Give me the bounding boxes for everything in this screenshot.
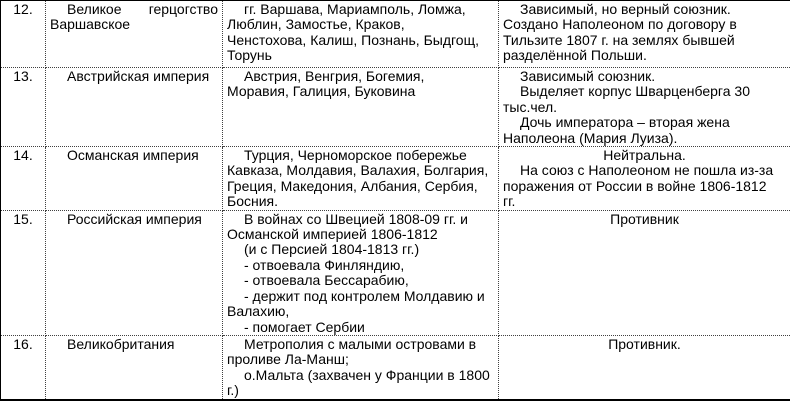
text-line: тыс.чел. — [503, 98, 558, 115]
text-line: - отвоевала Финляндию, — [244, 256, 405, 273]
row-number-cell — [1, 335, 46, 400]
text-line: Зависимый союзник. — [520, 68, 656, 84]
text-line: Нейтральна. — [603, 147, 686, 164]
row-number-cell — [1, 147, 46, 211]
text-line: (и с Персией 1804-1813 гг.) — [244, 241, 420, 258]
text-line: гг. — [503, 193, 516, 210]
text-line: гг. Варшава, Мариамполь, Ломжа, — [244, 1, 466, 17]
text-line: Великобритания — [67, 335, 175, 352]
row-number: 16. — [13, 335, 33, 352]
text-line: Великое герцогство — [67, 1, 218, 17]
row-number-cell — [1, 68, 46, 147]
state-name-cell — [46, 147, 223, 211]
text-line: Османская империя — [67, 147, 199, 164]
text-line: Российская империя — [67, 210, 202, 227]
row-number-cell — [1, 210, 46, 335]
text-line: Босния. — [227, 193, 278, 210]
text-line: Греция, Македония, Албания, Сербия, — [227, 177, 478, 194]
territories-cell — [223, 210, 499, 335]
table-row — [1, 147, 790, 211]
text-line: Австрия, Венгрия, Богемия, — [244, 68, 425, 84]
territories-cell — [223, 335, 499, 400]
status-cell — [499, 335, 790, 400]
text-line: Люблин, Замостье, Краков, — [227, 16, 405, 33]
territories-cell — [223, 147, 499, 211]
text-line: Кавказа, Молдавия, Валахия, Болгария, — [227, 162, 489, 179]
territories-cell — [223, 68, 499, 147]
text-line: Противник — [610, 210, 679, 227]
text-line: - отвоевала Бессарабию, — [244, 272, 409, 289]
state-name-cell — [46, 210, 223, 335]
text-line: Моравия, Галиция, Буковина — [227, 83, 416, 100]
states-table-body — [1, 1, 790, 401]
row-number-cell — [1, 1, 46, 68]
row-number: 14. — [13, 147, 33, 164]
text-line: В войнах со Швецией 1808-09 гг. и — [244, 210, 468, 227]
text-line: Австрийская империя — [67, 68, 210, 84]
table-row — [1, 68, 790, 147]
text-line: проливе Ла-Манш; — [227, 351, 349, 368]
text-line: Противник. — [608, 335, 681, 352]
text-line: Османской империей 1806-1812 — [227, 226, 438, 243]
text-line: разделённой Польши. — [503, 47, 647, 64]
table-row — [1, 1, 790, 68]
status-cell — [499, 210, 790, 335]
text-line: Зависимый, но верный союзник. — [520, 1, 731, 17]
table-row — [1, 210, 790, 335]
status-cell — [499, 147, 790, 211]
status-cell — [499, 68, 790, 147]
text-line: Выделяет корпус Шварценберга 30 — [520, 83, 750, 100]
text-line: о.Мальта (захвачен у Франции в 1800 — [244, 366, 490, 383]
text-line: Торунь — [227, 47, 272, 64]
state-name-cell — [46, 68, 223, 147]
text-line: Дочь императора – вторая жена — [520, 114, 730, 131]
text-line: поражения от России в войне 1806-1812 — [503, 177, 767, 194]
text-line: Метрополия с малыми островами в — [244, 335, 477, 352]
text-line: Ченстохова, Калиш, Познань, Быдгощ, — [227, 31, 479, 48]
text-line: Тильзите 1807 г. на землях бывшей — [503, 31, 735, 48]
row-number: 12. — [13, 1, 33, 17]
text-line: На союз с Наполеоном не пошла из-за — [520, 162, 774, 179]
text-line: Турция, Черноморское побережье — [244, 147, 467, 164]
state-name-cell — [46, 335, 223, 400]
territories-cell — [223, 1, 499, 68]
text-line: Валахию, — [227, 303, 290, 320]
text-line: - держит под контролем Молдавию и — [244, 287, 485, 304]
table-row — [1, 335, 790, 400]
text-line: г.) — [227, 382, 239, 399]
status-cell — [499, 1, 790, 68]
text-line: - помогает Сербии — [244, 318, 365, 335]
text-line: Варшавское — [50, 16, 131, 33]
state-name-cell — [46, 1, 223, 68]
row-number: 13. — [13, 68, 33, 84]
row-number: 15. — [13, 210, 33, 227]
text-line: Наполеона (Мария Луиза). — [503, 129, 678, 146]
text-line: Создано Наполеоном по договору в — [503, 16, 737, 33]
